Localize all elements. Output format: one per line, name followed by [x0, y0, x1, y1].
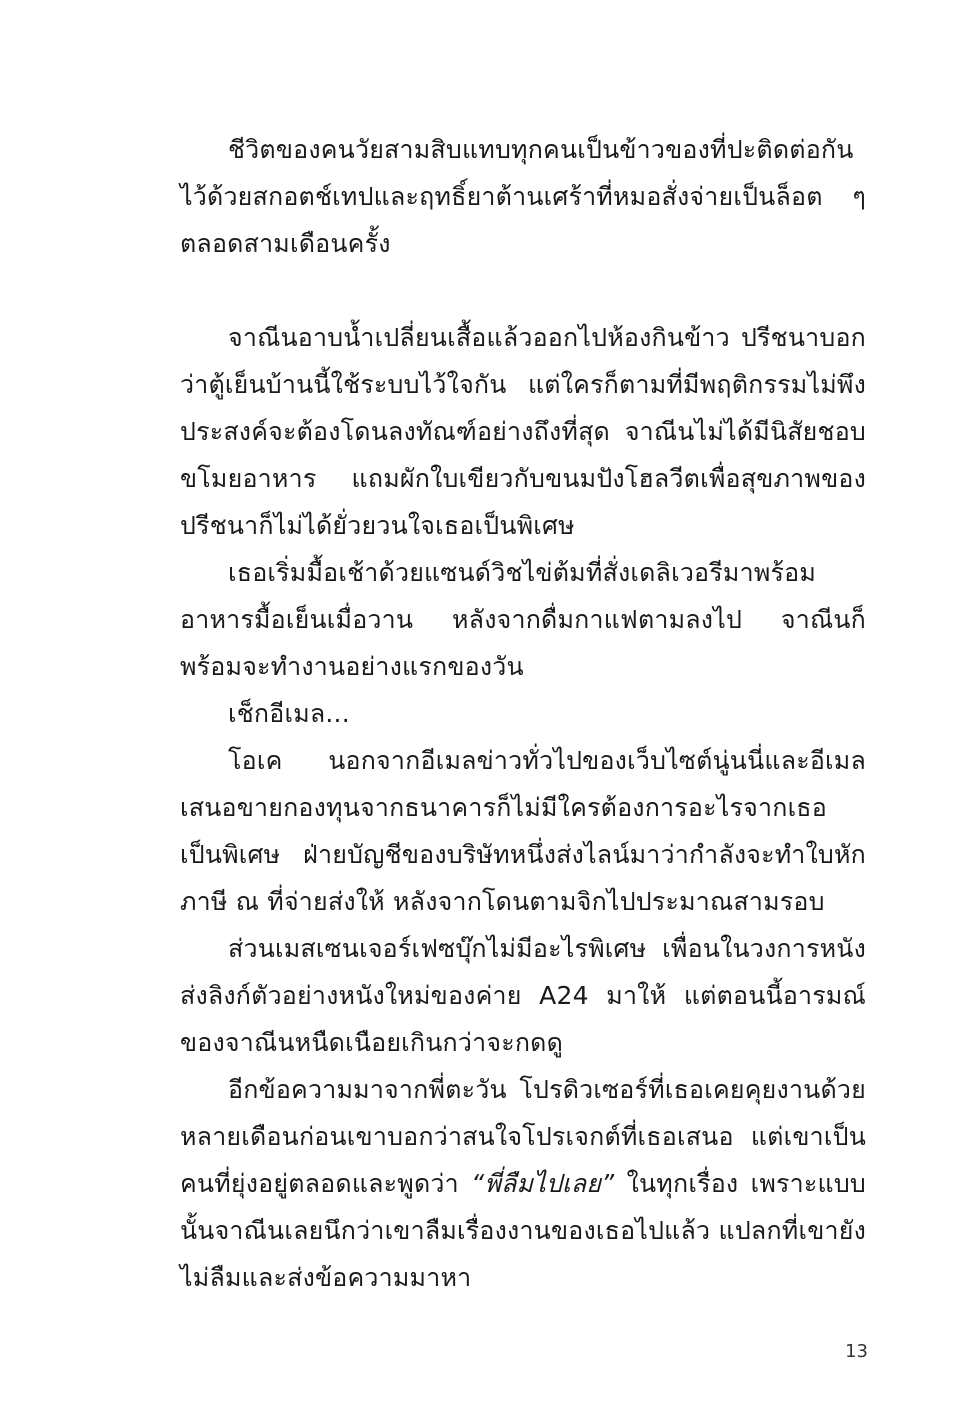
main-section	[180, 314, 866, 1301]
paragraph-last	[180, 1066, 866, 1301]
paragraph: ส่วนเมสเซนเจอร์เฟซบุ๊กไม่มีอะไรพิเศษ เพื่อนในวงการหนังส่งลิงก์ตัวอย่างหนังใหม่ของค่าย A24 มาให้ แต่ตอนนี้อารมณ์ของจาณีนหนืดเนือยเกินกว่าจะกดดู	[180, 934, 866, 1057]
paragraph: เช็กอีเมล...	[228, 699, 350, 728]
paragraph-text-before-quote: อีกข้อความมาจากพี่ตะวัน โปรดิวเซอร์ที่เธอเคยคุยงานด้วยหลายเดือนก่อนเขาบอกว่าสนใจโปรเจกต์ที่เธอเสนอ แต่เขาเป็นคนที่ยุ่งอยู่ตลอดและพูดว่า	[180, 1075, 866, 1198]
opening-section	[180, 126, 866, 267]
paragraph: เธอเริ่มมื้อเช้าด้วยแซนด์วิชไข่ต้มที่สั่งเดลิเวอรีมาพร้อมอาหารมื้อเย็นเมื่อวาน หลังจากดื่มกาแฟตามลงไป จาณีนก็พร้อมจะทำงานอย่างแรกของวัน	[180, 558, 866, 681]
paragraph: จาณีนอาบน้ำเปลี่ยนเสื้อแล้วออกไปห้องกินข้าว ปรีชนาบอกว่าตู้เย็นบ้านนี้ใช้ระบบไว้ใจกัน แต่ใครก็ตามที่มีพฤติกรรมไม่พึงประสงค์จะต้องโดนลงทัณฑ์อย่างถึงที่สุด จาณีนไม่ได้มีนิสัยชอบขโมยอาหาร แถมผักใบเขียวกับขนมปังโฮลวีตเพื่อสุขภาพของปรีชนาก็ไม่ได้ยั่วยวนใจเธอเป็นพิเศษ	[180, 323, 866, 540]
paragraph: โอเค นอกจากอีเมลข่าวทั่วไปของเว็บไซต์นู่นนี่และอีเมลเสนอขายกองทุนจากธนาคารก็ไม่มีใครต้องการอะไรจากเธอเป็นพิเศษ ฝ่ายบัญชีของบริษัทหนึ่งส่งไลน์มาว่ากำลังจะทำใบหักภาษี ณ ที่จ่ายส่งให้ หลังจากโดนตามจิกไปประมาณสามรอบ	[180, 746, 866, 916]
italic-quote: “พี่ลืมไปเลย”	[471, 1169, 615, 1198]
paragraph-text-after-quote: ในทุกเรื่อง เพราะแบบนั้นจาณีนเลยนึกว่าเขาลืมเรื่องงานของเธอไปแล้ว แปลกที่เขายังไม่ลืมและส่งข้อความมาหา	[180, 1169, 866, 1292]
paragraph: ชีวิตของคนวัยสามสิบแทบทุกคนเป็นข้าวของที่ปะติดต่อกันไว้ด้วยสกอตช์เทปและฤทธิ์ยาต้านเศร้าที่หมอสั่งจ่ายเป็นล็อต ๆ ตลอดสามเดือนครั้ง	[180, 135, 866, 258]
page-number: 13	[845, 1341, 868, 1362]
